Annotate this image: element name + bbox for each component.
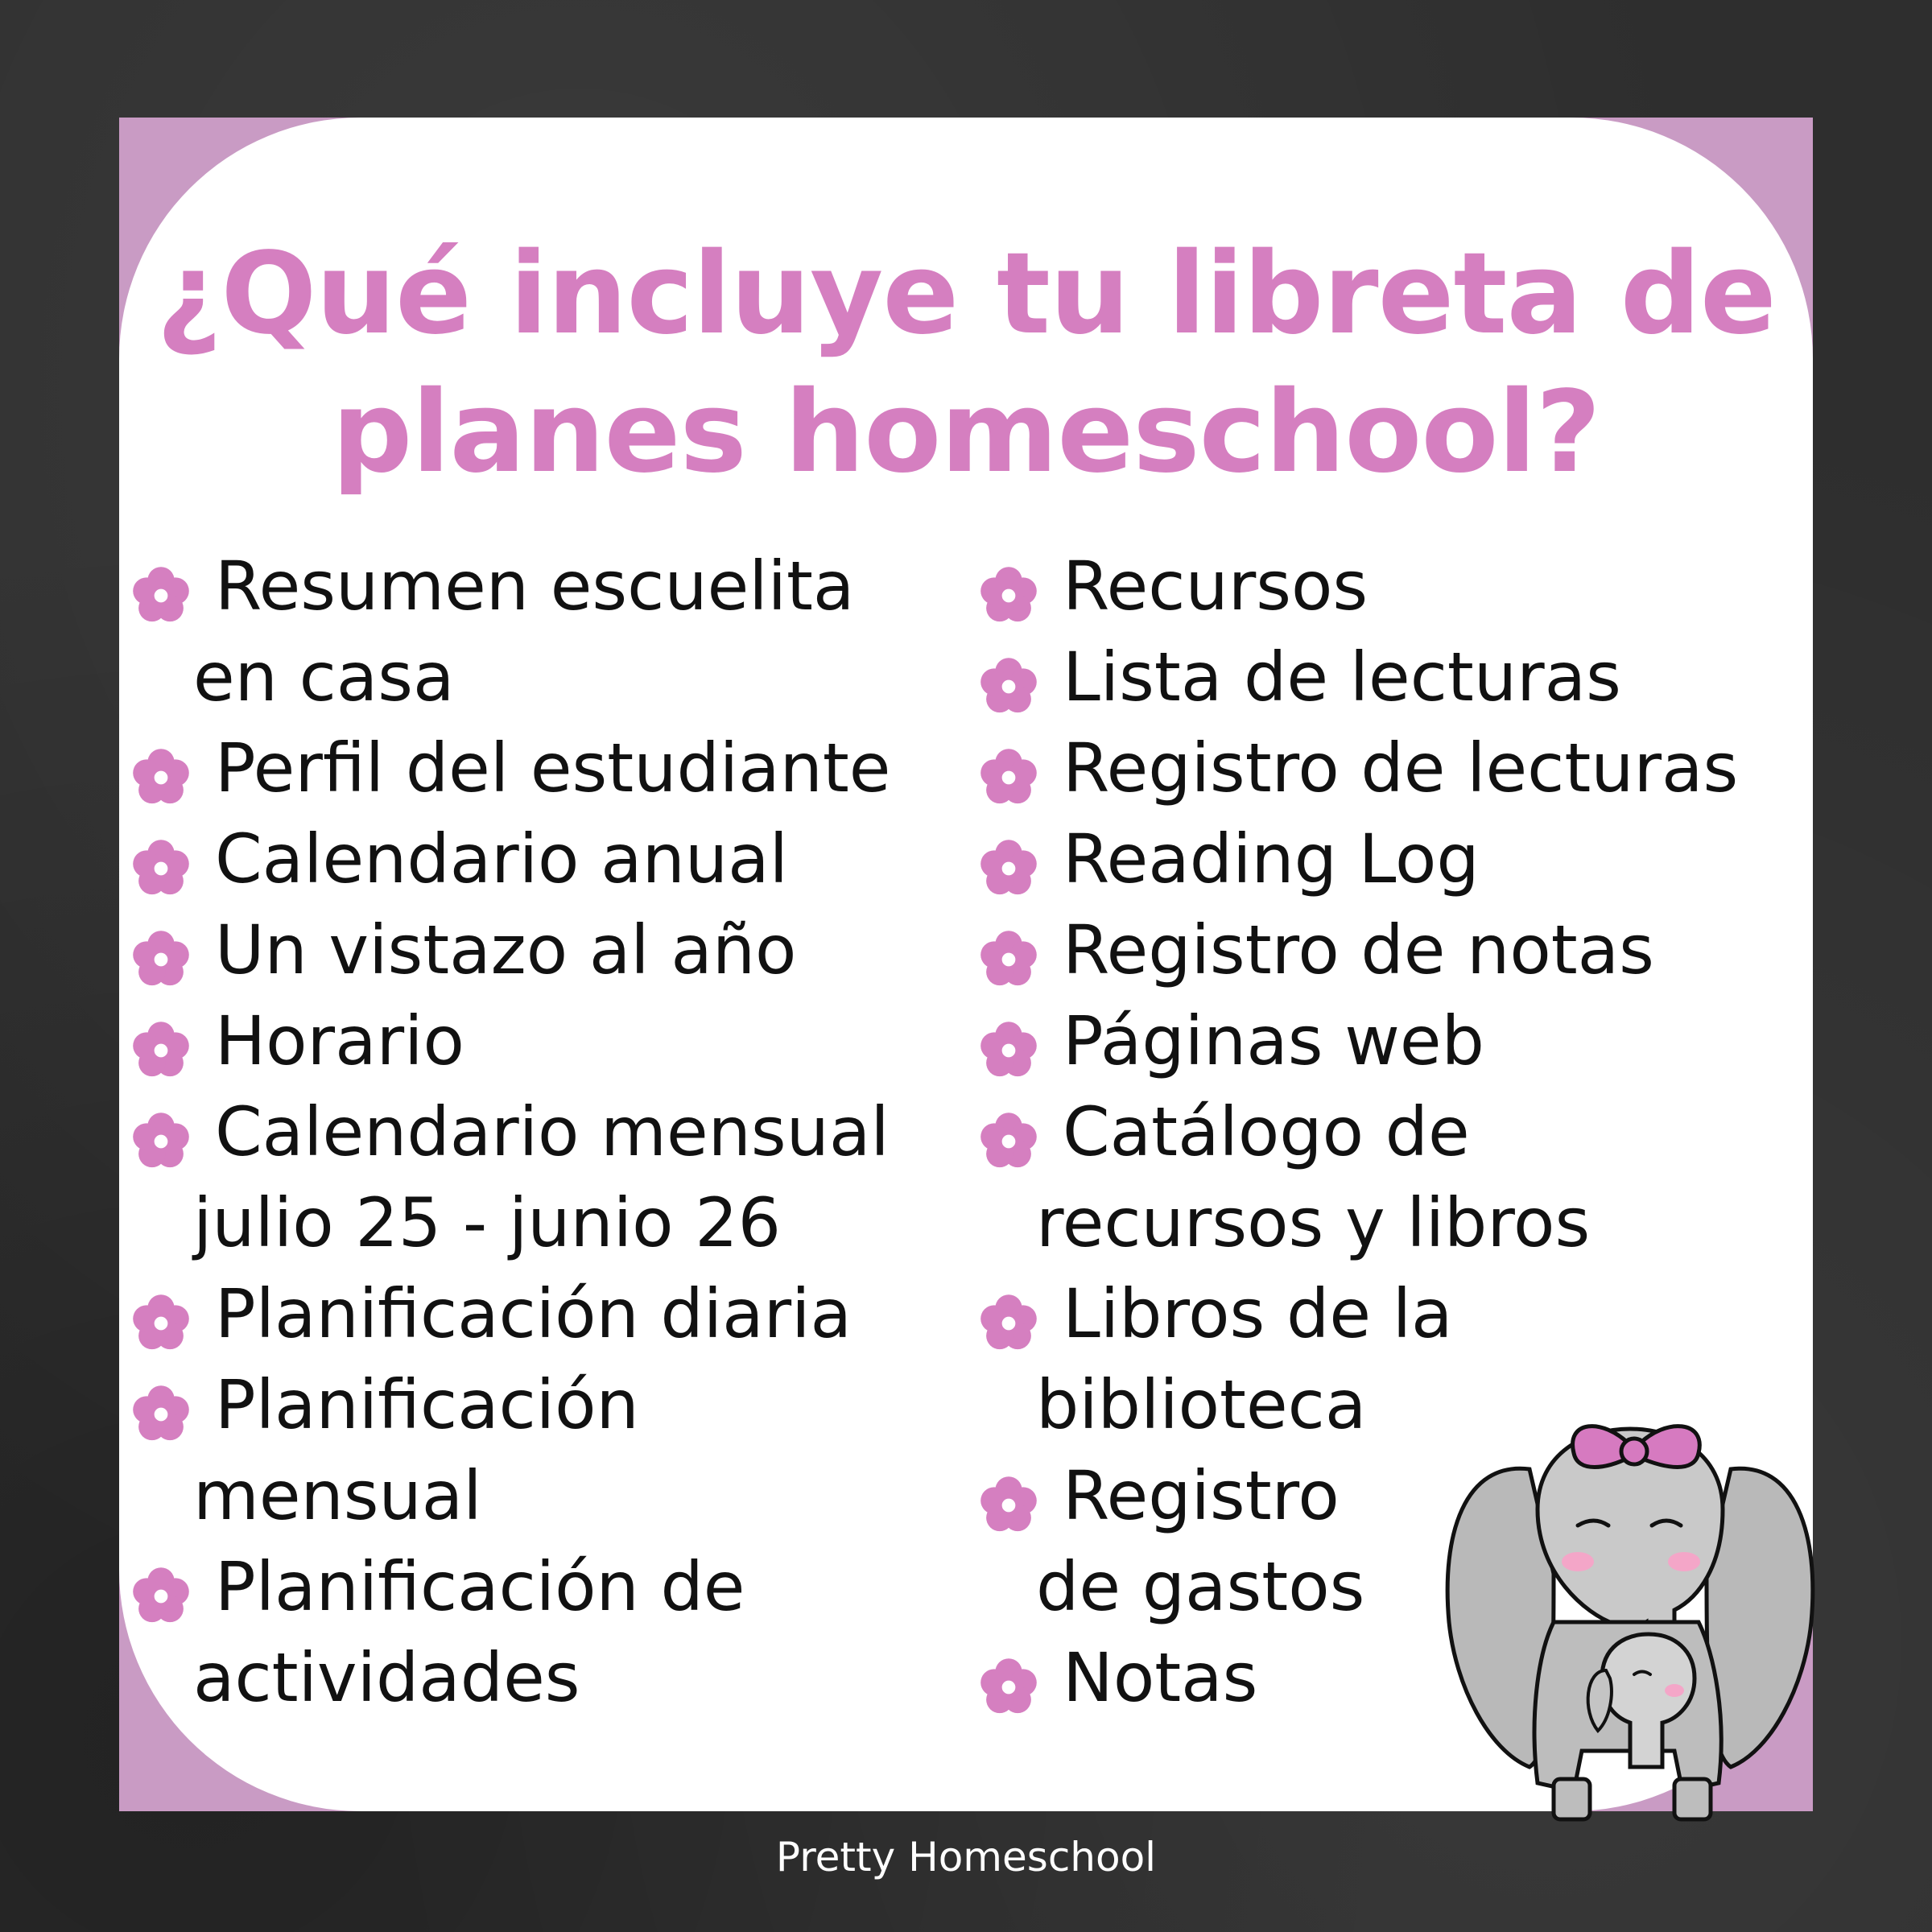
title-line: ¿Qué incluye tu libreta de	[156, 229, 1776, 360]
title-line: planes homeschool?	[332, 367, 1600, 498]
list-item-label: Catálogo de	[1063, 1092, 1470, 1171]
flower-icon	[978, 1293, 1039, 1354]
list-item	[978, 541, 1738, 632]
list-item-label: Registro de notas	[1063, 910, 1654, 989]
list-item-label: Planificación	[215, 1365, 639, 1444]
list-item-label: Calendario mensual	[215, 1092, 890, 1171]
flower-icon	[978, 1475, 1039, 1536]
list-item-label-continued: julio 25 - junio 26	[193, 1183, 782, 1262]
flower-icon	[130, 565, 192, 626]
list-item-label: Horario	[215, 1001, 464, 1080]
page-title	[119, 225, 1813, 502]
flower-icon	[130, 1566, 192, 1627]
list-item-label: Calendario anual	[215, 819, 788, 898]
flower-icon	[978, 929, 1039, 990]
list-item-label: Páginas web	[1063, 1001, 1484, 1080]
list-item-label: Planificación de	[215, 1547, 745, 1626]
list-item-label-continued: de gastos	[1036, 1547, 1365, 1626]
flower-icon	[130, 1111, 192, 1172]
list-item	[130, 905, 890, 996]
list-item-label-continued: en casa	[193, 638, 455, 716]
elephant-mascot-illustration	[1433, 1413, 1827, 1831]
list-item	[130, 541, 890, 723]
list-item-label: Registro de lecturas	[1063, 729, 1739, 807]
list-item	[978, 723, 1738, 814]
list-item-label: Un vistazo al año	[215, 910, 797, 989]
list-item-label: Resumen escuelita	[215, 547, 855, 625]
list-item	[978, 996, 1738, 1087]
flower-icon	[130, 747, 192, 808]
list-item-label: Perfil del estudiante	[215, 729, 891, 807]
list-item-label-continued: actividades	[193, 1638, 580, 1717]
flower-icon	[130, 838, 192, 899]
list-item	[130, 723, 890, 814]
list-item	[130, 1542, 890, 1724]
list-item	[978, 1087, 1738, 1269]
flower-icon	[130, 929, 192, 990]
contents-list-left	[130, 541, 890, 1724]
flower-icon	[978, 1111, 1039, 1172]
list-item-label: Lista de lecturas	[1063, 638, 1621, 716]
flower-icon	[130, 1384, 192, 1445]
list-item-label: Libros de la	[1063, 1274, 1453, 1353]
flower-icon	[978, 656, 1039, 717]
flower-icon	[978, 838, 1039, 899]
list-item	[978, 814, 1738, 905]
list-item	[130, 996, 890, 1087]
list-item	[978, 632, 1738, 723]
list-item-label: Registro	[1063, 1456, 1340, 1535]
footer-credit: Pretty Homeschool	[775, 1834, 1157, 1880]
list-item	[130, 1087, 890, 1269]
list-item	[130, 1269, 890, 1360]
flower-icon	[978, 747, 1039, 808]
list-item-label: Recursos	[1063, 547, 1368, 625]
list-item-label-continued: recursos y libros	[1036, 1183, 1591, 1262]
list-item	[130, 814, 890, 905]
list-item-label: Reading Log	[1063, 819, 1480, 898]
flower-icon	[130, 1293, 192, 1354]
list-item-label: Notas	[1063, 1638, 1258, 1717]
list-item-label-continued: mensual	[193, 1456, 482, 1535]
flower-icon	[978, 1020, 1039, 1081]
list-item-label: Planificación diaria	[215, 1274, 852, 1353]
flower-icon	[978, 1657, 1039, 1718]
flower-icon	[130, 1020, 192, 1081]
list-item	[130, 1360, 890, 1542]
list-item	[978, 905, 1738, 996]
flower-icon	[978, 565, 1039, 626]
list-item-label-continued: biblioteca	[1036, 1365, 1367, 1444]
